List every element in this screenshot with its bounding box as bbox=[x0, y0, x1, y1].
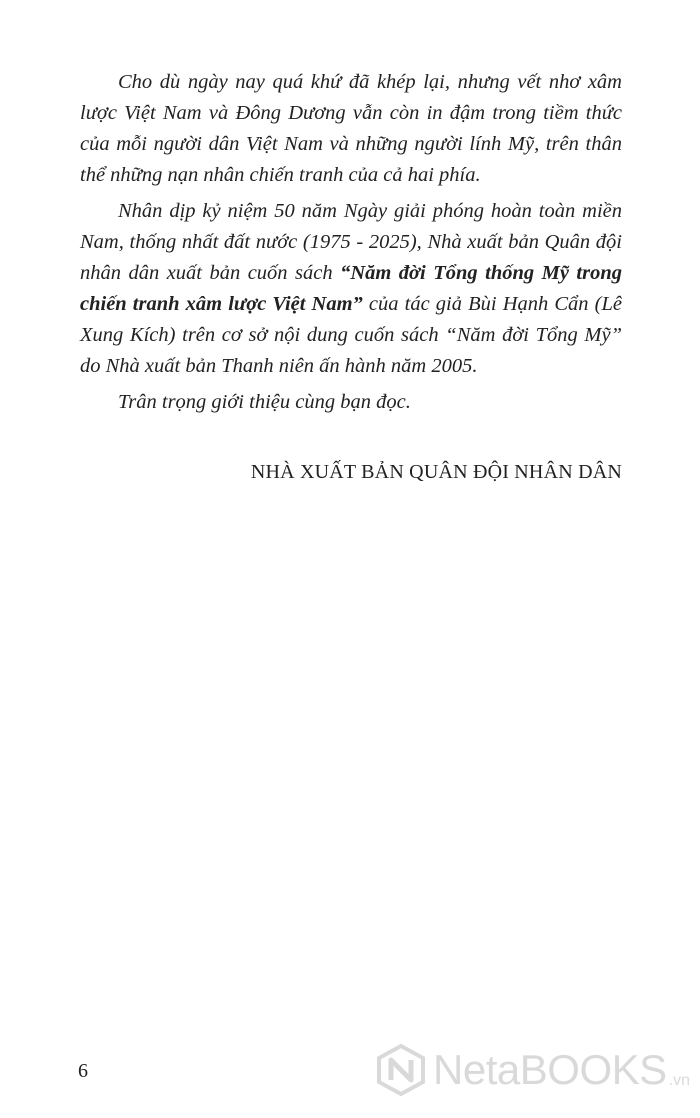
book-title-emphasis: “Năm đời Tổng thống Mỹ trong chiến tranh xâm lược Việt Nam” bbox=[80, 262, 622, 315]
netabooks-logo-icon bbox=[375, 1044, 427, 1096]
body-text bbox=[80, 67, 622, 418]
paragraph-2 bbox=[80, 196, 622, 382]
page-number: 6 bbox=[78, 1060, 88, 1082]
paragraph-2-text-before: Nhân dịp kỷ niệm 50 năm Ngày giải phóng hoàn toàn miền Nam, thống nhất đất nước (1975 - 2025), Nhà xuất bản Quân đội nhân dân xuất bản cuốn sách bbox=[80, 200, 622, 284]
publisher-signature: NHÀ XUẤT BẢN QUÂN ĐỘI NHÂN DÂN bbox=[250, 461, 622, 483]
paragraph-1 bbox=[80, 67, 622, 191]
watermark bbox=[375, 1044, 690, 1096]
watermark-suffix: .vn bbox=[668, 1072, 690, 1089]
watermark-text: NetaBOOKS bbox=[433, 1046, 667, 1093]
paragraph-3-text: Trân trọng giới thiệu cùng bạn đọc. bbox=[118, 391, 411, 413]
paragraph-2-text-after: của tác giả Bùi Hạnh Cẩn (Lê Xung Kích) trên cơ sở nội dung cuốn sách “Năm đời Tổng Mỹ” do Nhà xuất bản Thanh niên ấn hành năm 2005. bbox=[80, 293, 622, 377]
paragraph-3 bbox=[80, 387, 622, 418]
paragraph-1-text: Cho dù ngày nay quá khứ đã khép lại, nhưng vết nhơ xâm lược Việt Nam và Đông Dương vẫn còn in đậm trong tiềm thức của mỗi người dân Việt Nam và những người lính Mỹ, trên thân thể những nạn nhân chiến tranh của cả hai phía. bbox=[80, 71, 622, 186]
